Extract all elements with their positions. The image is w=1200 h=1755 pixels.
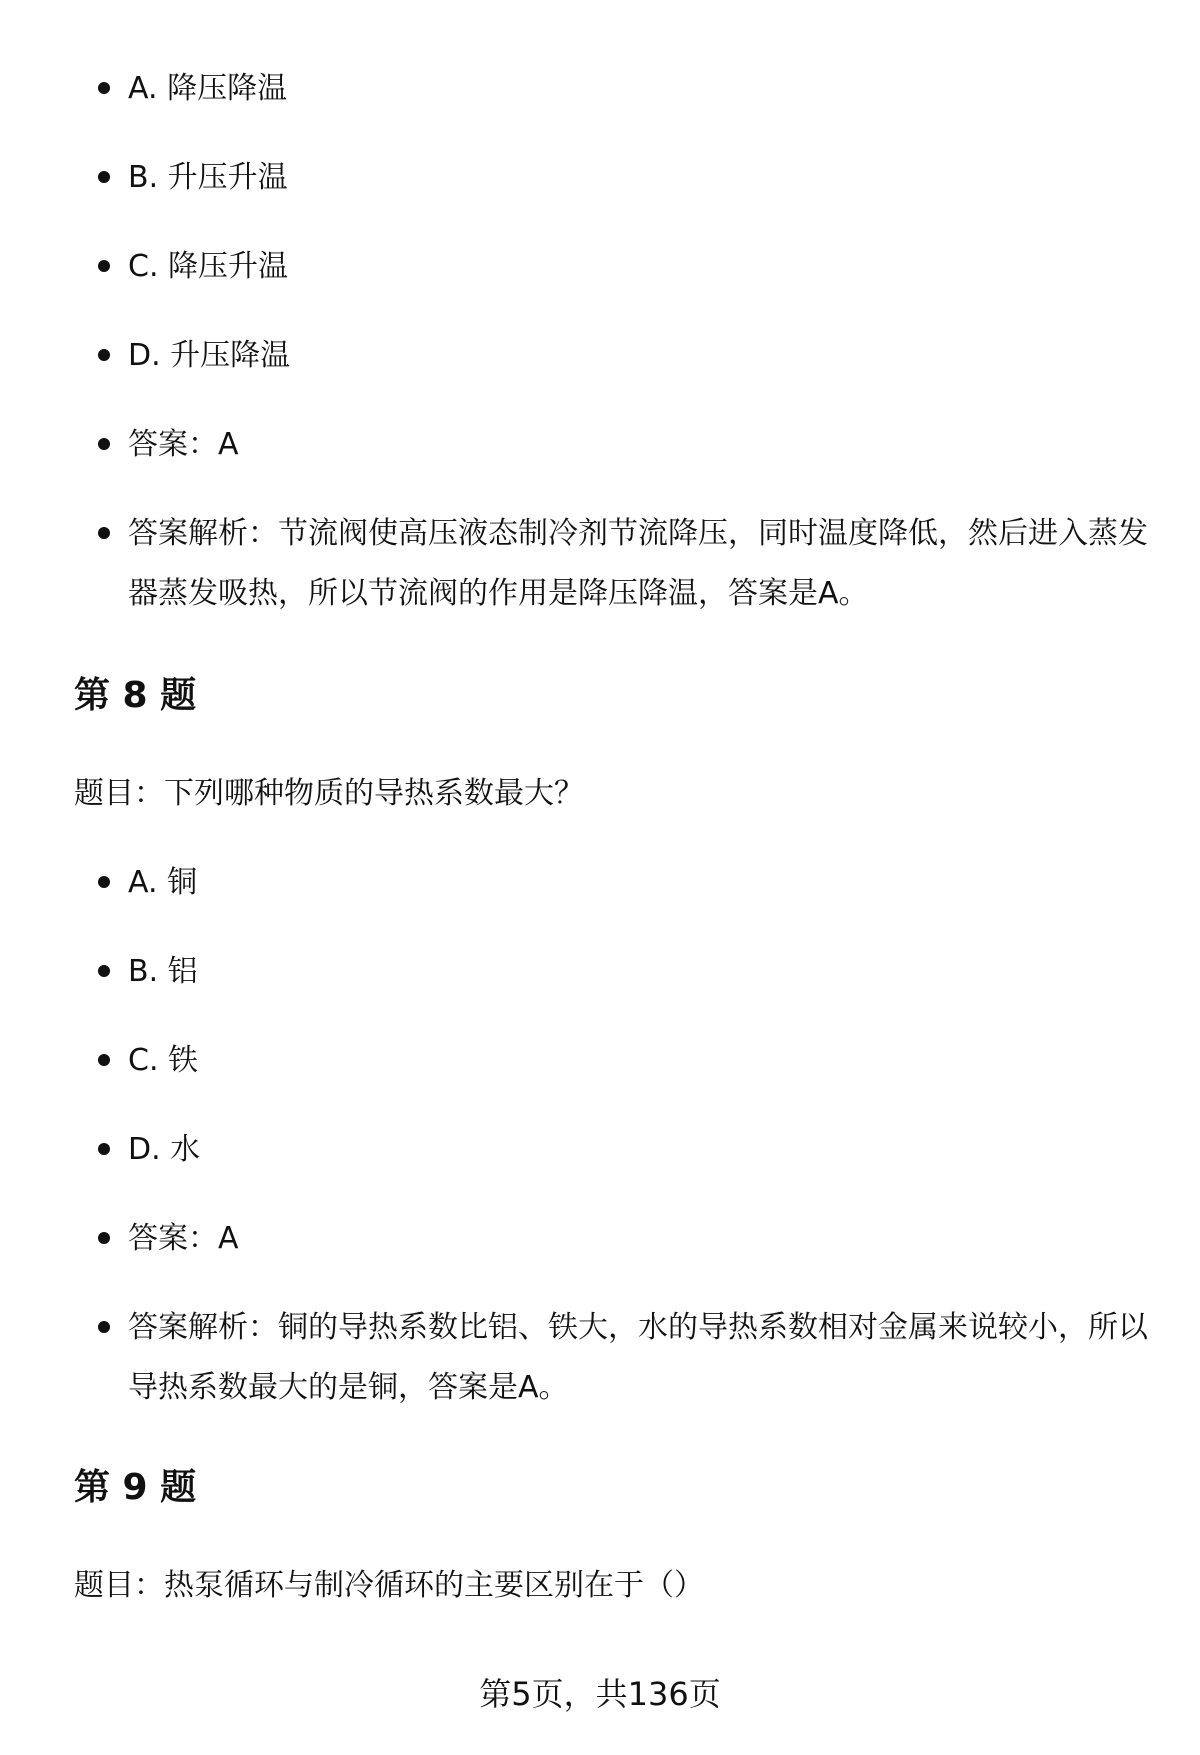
q8-option-b [128, 942, 1148, 1002]
q9-question: 题目：热泵循环与制冷循环的主要区别在于（） [74, 1568, 704, 1603]
option-text: C. 铁 [128, 1043, 199, 1078]
q8-option-c [128, 1031, 1148, 1091]
bullet-icon [98, 1054, 110, 1066]
option-text: B. 升压升温 [128, 160, 288, 195]
answer-text: 答案：A [128, 1221, 239, 1256]
q8-option-d [128, 1120, 1148, 1180]
bullet-icon [98, 1232, 110, 1244]
analysis-text: 答案解析：节流阀使高压液态制冷剂节流降压，同时温度降低，然后进入蒸发器蒸发吸热，所以节流阀的作用是降压降温，答案是A。 [128, 516, 1148, 611]
bullet-icon [98, 260, 110, 272]
q8-question: 题目：下列哪种物质的导热系数最大？ [74, 776, 584, 811]
option-text: D. 升压降温 [128, 338, 291, 373]
q8-analysis [128, 1298, 1148, 1418]
q8-title: 第 8 题 [74, 675, 197, 716]
answer-text: 答案：A [128, 427, 239, 462]
q7-option-b [128, 148, 1148, 208]
q7-option-d [128, 326, 1148, 386]
q7-answer [128, 415, 1148, 475]
page-footer: 第5页，共136页 [479, 1675, 721, 1713]
bullet-icon [98, 82, 110, 94]
bullet-icon [98, 1321, 110, 1333]
bullet-icon [98, 349, 110, 361]
option-text: A. 铜 [128, 865, 198, 900]
bullet-icon [98, 527, 110, 539]
bullet-icon [98, 1143, 110, 1155]
bullet-icon [98, 171, 110, 183]
q7-analysis [128, 504, 1148, 624]
q7-option-c [128, 237, 1148, 297]
q8-option-a [128, 853, 1148, 913]
option-text: D. 水 [128, 1132, 201, 1167]
bullet-icon [98, 438, 110, 450]
q7-option-a [128, 59, 1148, 119]
q9-title: 第 9 题 [74, 1467, 197, 1508]
option-text: A. 降压降温 [128, 71, 288, 106]
option-text: C. 降压升温 [128, 249, 289, 284]
analysis-text: 答案解析：铜的导热系数比铝、铁大，水的导热系数相对金属来说较小，所以导热系数最大的是铜，答案是A。 [128, 1310, 1148, 1405]
option-text: B. 铝 [128, 954, 198, 989]
q8-answer [128, 1209, 1148, 1269]
bullet-icon [98, 876, 110, 888]
bullet-icon [98, 965, 110, 977]
